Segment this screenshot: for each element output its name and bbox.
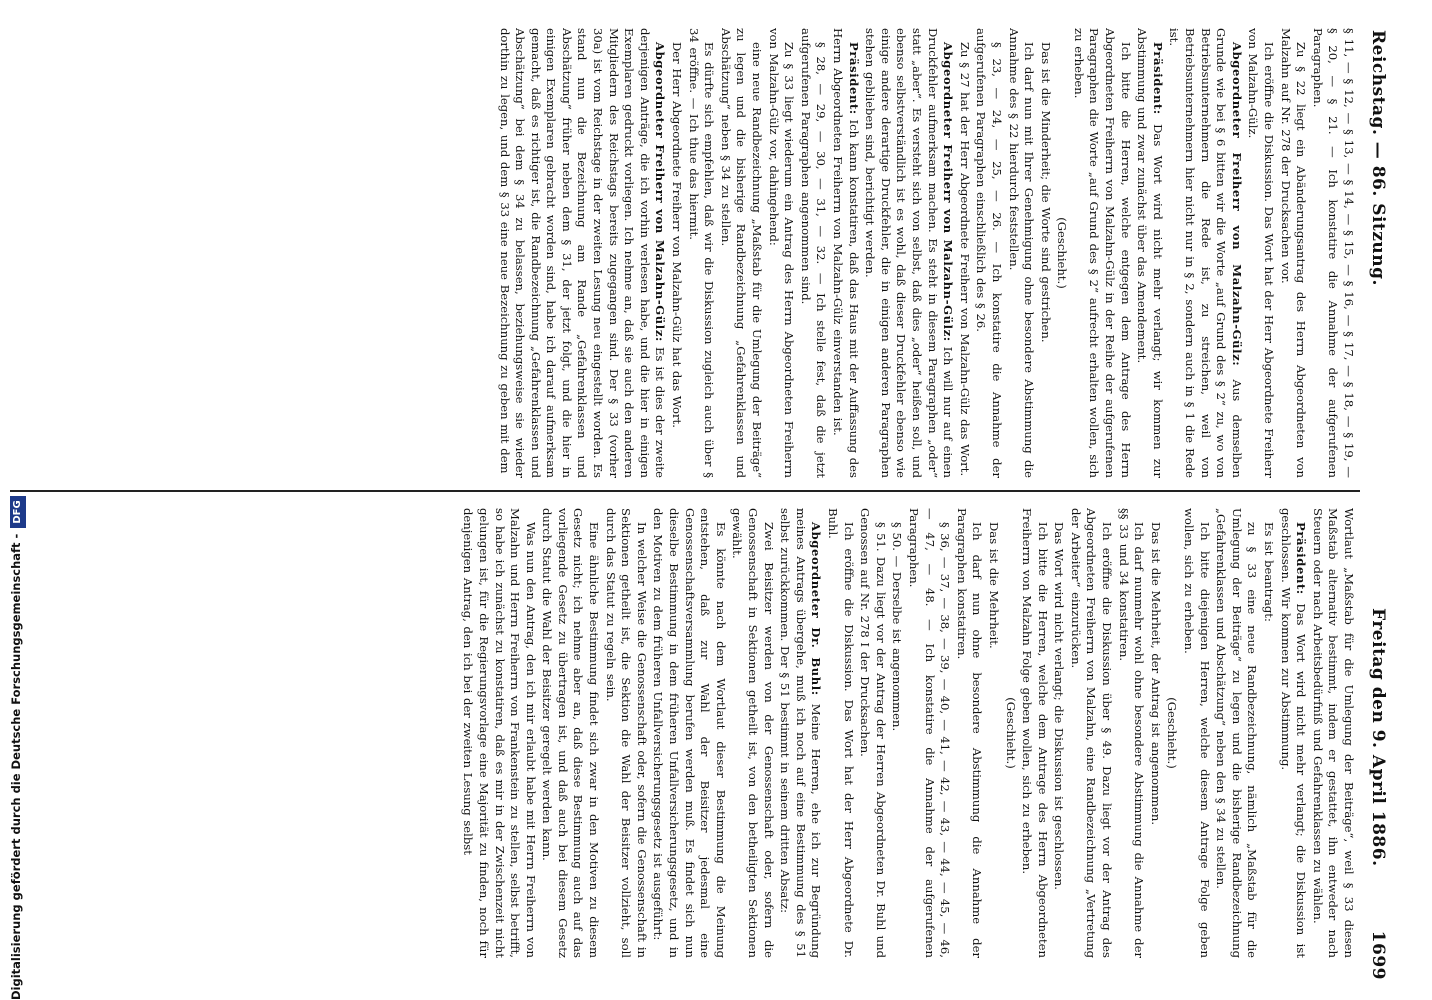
paragraph [602,508,649,958]
paragraph-text: Wortlaut „Maßstab für die Umlegung der Beiträge“, weil § 33 diesen Maßstab alternativ bestimmt, indem er gestattet, ihn entweder nach Steuern oder nach Arbeitsbedürfniß und Gefahrenklassen zu wählen. [1310,508,1356,958]
paragraph [953,508,984,958]
paragraph [1051,508,1067,958]
column-divider [10,490,1360,492]
paragraph-text: Der Herr Abgeordnete Freiherr von Malzahn-Gülz hat das Wort. [670,42,685,428]
paragraph-text: Es ist dies der zweite derjenigen Anträge, die ich vorhin verlesen habe, und die hier in einigen Exemplaren gedruckt vorliegen. Ich nehme an, daß sie auch den anderen Mitgliedern des Reichstags bereits zugegangen sind. Der § 33 (vorher 30a) ist vom Reichstage in der zweiten Lesung neu eingestellt worden. Es stand nun die Bezeichnung am Rande „Gefahrenklassen und Abschätzung“ früher neben dem § 31, der jetzt folgt, und die hier in einigen Exemplaren gebracht worden sind, habe ich darauf aufmerksam gemacht, daß es richtiger ist, die Randbezeichnung „Gefahrenklassen und Abschätzung“ bei dem § 34 zu belassen, beziehungsweise sie wieder dorthin zu legen, und dem § 33 eine neue Bezeichnung zu geben mit dem [497,28,668,478]
paragraph [539,508,601,958]
paragraph [829,28,860,478]
paragraph [729,508,776,958]
paragraph [668,28,684,478]
paragraph [889,508,905,958]
paragraph [797,28,828,478]
paragraph [1245,28,1276,478]
dfg-logo: DFG [10,496,26,527]
speaker-name: Präsident: [1150,42,1165,115]
paragraph-text: § 51. Dazu liegt vor der Antrag der Herren Abgeordneten Dr. Buhl und Genossen auf Nr. 278 I der Drucksachen. [858,508,888,958]
paragraph [1002,508,1018,958]
header-date-text: Freitag den 9. April 1886. [1368,608,1388,867]
paragraph-text: § 23, — 24, — 25, — 26. — Ich konstatire die Annahme der aufgerufenen Paragraphen einschließlich des § 26. [974,28,1004,478]
paragraph [1166,28,1244,478]
paragraph [717,28,764,478]
paragraph [1213,508,1260,958]
footer-credit-text: Digitalisierung gefördert durch die Deutsche Forschungsgemeinschaft - [9,533,23,1000]
paragraph-text: Das ist die Mehrheit, der Antrag ist angenommen. [1148,522,1163,826]
paragraph-text: § 11, — § 12, — § 13, — § 14, — § 15, — § 16, — § 17, — § 18, — § 19, — § 20, — § 21. — Ich konstatire die Annahme der aufgerufenen Paragraphen. [1310,28,1356,478]
paragraph-text: Es ist beantragt: [1262,522,1277,622]
paragraph [857,508,888,958]
paragraph [496,28,668,478]
speaker-name: Präsident: [846,42,861,115]
header-session: Reichstag. — 86. Sitzung. [1368,30,1388,286]
paragraph-text: Das Wort wird nicht mehr verlangt; wir kommen zur Abstimmung und zwar zunächst über das Amendement. [1135,28,1165,478]
paragraph-text: Ich eröffne die Diskussion über § 49. Dazu liegt vor der Antrag des Abgeordneten Freiherrn von Malzahn, eine Randbezeichnung „Vertretung der Arbeiter“ einzurücken. [1068,508,1115,958]
paragraph-text: Meine Herren, ehe ich zur Begründung meines Antrags übergehe, muß ich noch auf eine Bestimmung des § 51 selbst zurückkommen. Der § 51 bestimmt in seinem dritten Absatz: [778,508,824,958]
paragraph [1054,28,1070,478]
paragraph-text: Ich eröffne die Diskussion. Das Wort hat der Herr Abgeordnete Freiherr von Malzahn-Gülz. [1246,28,1277,478]
paragraph-text: § 50. — Derselbe ist angenommen. [890,522,905,732]
paragraph-text: eine neue Randbezeichnung „Maßstab für die Umlegung der Beiträge“ zu legen und die bisherige Randbezeichnung „Gefahrenklassen und Abschätzung“ neben § 34 zu stellen. [718,28,765,478]
paragraph [1180,508,1211,958]
paragraph [1134,28,1165,478]
speaker-name: Abgeordneter Freiherr von Malzahn-Gülz: [653,42,668,342]
paragraph-text: In welcher Weise die Genossenschaft oder, sofern die Genossenschaft in Sektionen getheilt ist, die Sektion die Wahl der Beisitzer vollzieht, soll durch das Statut zu regeln sein. [603,508,649,958]
paragraph [1115,508,1146,958]
paragraph [650,508,728,958]
paragraph [460,508,538,958]
speaker-name: Abgeordneter Dr. Buhl: [809,522,824,696]
paragraph [1037,28,1053,478]
paragraph [905,508,952,958]
header-date [1368,608,1388,980]
paragraph [1070,28,1132,478]
paragraph [1067,508,1114,958]
left-column [16,28,1356,478]
paragraph [824,508,855,958]
speaker-name: Präsident: [1294,522,1309,595]
page-number: 1699 [1368,930,1388,980]
paragraph-text: zu § 33 eine neue Randbezeichnung, nämlich „Maßstab für die Umlegung der Beiträge“ zu legen und die bisherige Randbezeichnung „Gefahrenklassen und Abschätzung“ neben den § 34 zu stellen. [1214,508,1260,958]
paragraph-text: Ich bitte die Herren, welche entgegen dem Antrage des Herrn Abgeordneten Freiherrn von Malzahn-Gülz in der Reihe der aufgerufenen Paragraphen die Worte „auf Grund des § 2“ aufrecht erhalten wollen, sich zu erheben. [1071,28,1133,478]
page-header [1364,30,1394,980]
paragraph [1147,508,1163,958]
paragraph-text: Was nun den Antrag, den ich mir erlaubt habe mit Herrn Freiherrn von Malzahn und Herrn Freiherrn von Frankenstein zu stellen, selbst betrifft, so habe ich zunächst zu konstatiren, daß es mir in der Zwischenzeit nicht gelungen ist, für die Regierungsvorlage eine Majorität zu finden, noch für denjenigen Antrag, den ich bei der zweiten Lesung selbst [461,508,538,958]
paragraph-text: Ich darf nun ohne besondere Abstimmung die Annahme der Paragraphen konstatiren. [954,508,985,958]
paragraph-text: § 28, — 29, — 30, — 31, — 32. — Ich stelle fest, daß die jetzt aufgerufenen Paragraphen angenommen sind. [798,28,829,478]
paragraph-text: (Geschieht.) [1165,697,1180,769]
paragraph-text: Es könnte nach dem Wortlaut dieser Bestimmung die Meinung entstehen, daß zur Wahl der Beisitzer jedesmal eine Genossenschaftsversammlung berufen werden muß. Es findet sich nun dieselbe Bestimmung in dem früheren Unfallversicherungsgesetz, und in den Motiven zu dem früheren Unfallversicherungsgesetz ist ausgeführt: [651,508,728,958]
paragraph [685,28,716,478]
paragraph [1005,28,1036,478]
speaker-name: Abgeordneter Freiherr von Malzahn-Gülz: [941,42,956,342]
paragraph-text: (Geschieht.) [1055,217,1070,289]
paragraph-text: Ich darf nunmehr wohl ohne besondere Abstimmung die Annahme der §§ 33 und 34 konstatiren. [1116,508,1147,958]
paragraph [1309,28,1356,478]
paragraph [777,508,824,958]
paragraph-text: Das Wort wird nicht mehr verlangt; die Diskussion ist geschlossen. Wir kommen zur Abstimmung. [1278,508,1309,958]
paragraph-text: Ich bitte diejenigen Herren, welche diesem Antrage Folge geben wollen, sich zu erheben. [1182,508,1212,958]
header-title [1368,30,1388,286]
paragraph [985,508,1001,958]
paragraph-text: § 36, — 37, — 38, — 39, — 40, — 41, — 42, — 43, — 44, — 45, — 46, — 47, — 48. — Ich konstatire die Annahme der aufgerufenen Paragraphen. [906,508,953,958]
paragraph-text: Es dürfte sich empfehlen, daß wir die Diskussion zugleich auch über § 34 eröffne. — Ich thue das hiermit. [686,28,717,478]
paragraph [973,28,1004,478]
paragraph-text: Das Wort wird nicht verlangt; die Diskussion ist geschlossen. [1052,522,1067,890]
paragraph [1019,508,1050,958]
paragraph-text: Ich bitte die Herren, welche dem Antrage des Herrn Abgeordneten Freiherrn von Malzahn Folge geben wollen, sich zu erheben. [1020,508,1050,958]
paragraph [956,28,972,478]
paragraph [1260,508,1276,958]
paragraph-text: Eine ähnliche Bestimmung findet sich zwar in den Motiven zu diesem Gesetz nicht; ich nehme aber an, daß diese Bestimmung auch auf das vorliegende Gesetz zu übertragen ist, und daß auch bei diesem Gesetz durch Statut die Wahl der Beisitzer geregelt werden kann. [540,508,602,958]
paragraph [1277,28,1308,478]
paragraph-text: Das ist die Minderheit; die Worte sind gestrichen. [1038,42,1053,343]
paragraph-text: Ich kann konstatiren, daß das Haus mit der Auffassung des Herrn Abgeordneten Freiherrn von Malzahn-Gülz einverstanden ist. [831,28,861,478]
paragraph-text: Zu § 22 liegt ein Abänderungsantrag des Herrn Abgeordneten von Malzahn auf Nr. 278 der Drucksachen vor. [1278,28,1309,478]
right-column [16,508,1356,958]
paragraph [1164,508,1180,958]
paragraph [1309,508,1356,958]
paragraph-text: Aus demselben Grunde wie bei § 6 bitten wir die Worte „auf Grund des § 2“ zu, wo von Betriebsunternehmern die Rede ist, zu streichen, weil von Betriebsunternehmern hier nicht nur in § 2, sondern auch in § 1 die Rede ist. [1167,28,1244,478]
paragraph-text: Ich eröffne die Diskussion. Das Wort hat der Herr Abgeordnete Dr. Buhl. [826,508,856,958]
speaker-name: Abgeordneter Freiherr von Malzahn-Gülz: [1229,42,1244,367]
paragraph-text: (Geschieht.) [1003,697,1018,769]
paragraph [765,28,796,478]
paragraph-text: Das ist die Mehrheit. [986,522,1001,649]
paragraph-text: Zu § 27 hat der Herr Abgeordnete Freiherr von Malzahn-Gülz das Wort. [957,42,972,477]
paragraph [1277,508,1308,958]
paragraph-text: Zwei Beisitzer werden von der Genossenschaft oder, sofern die Genossenschaft in Sektionen getheilt ist, von den betheiligten Sektionen gewählt. [730,508,776,958]
paragraph [862,28,956,478]
paragraph-text: Ich will nur auf einen Druckfehler aufmerksam machen. Es steht in diesem Paragraphen „oder“ statt „aber“. Es versteht sich von selbst, daß dies „oder“ heißen soll, und ebenso selbstverständlich ist es wohl, daß dieser Druckfehler ebenso wie einige andere derartige Druckfehler, die in einigen anderen Paragraphen stehen geblieben sind, berichtigt werden. [863,28,956,478]
paragraph-text: Ich darf nun mit Ihrer Genehmigung ohne besondere Abstimmung die Annahme des § 22 hierdurch feststellen. [1006,28,1037,478]
paragraph-text: Zu § 33 liegt wiederum ein Antrag des Herrn Abgeordneten Freiherrn von Malzahn-Gülz vor, dahingehend: [766,28,797,478]
